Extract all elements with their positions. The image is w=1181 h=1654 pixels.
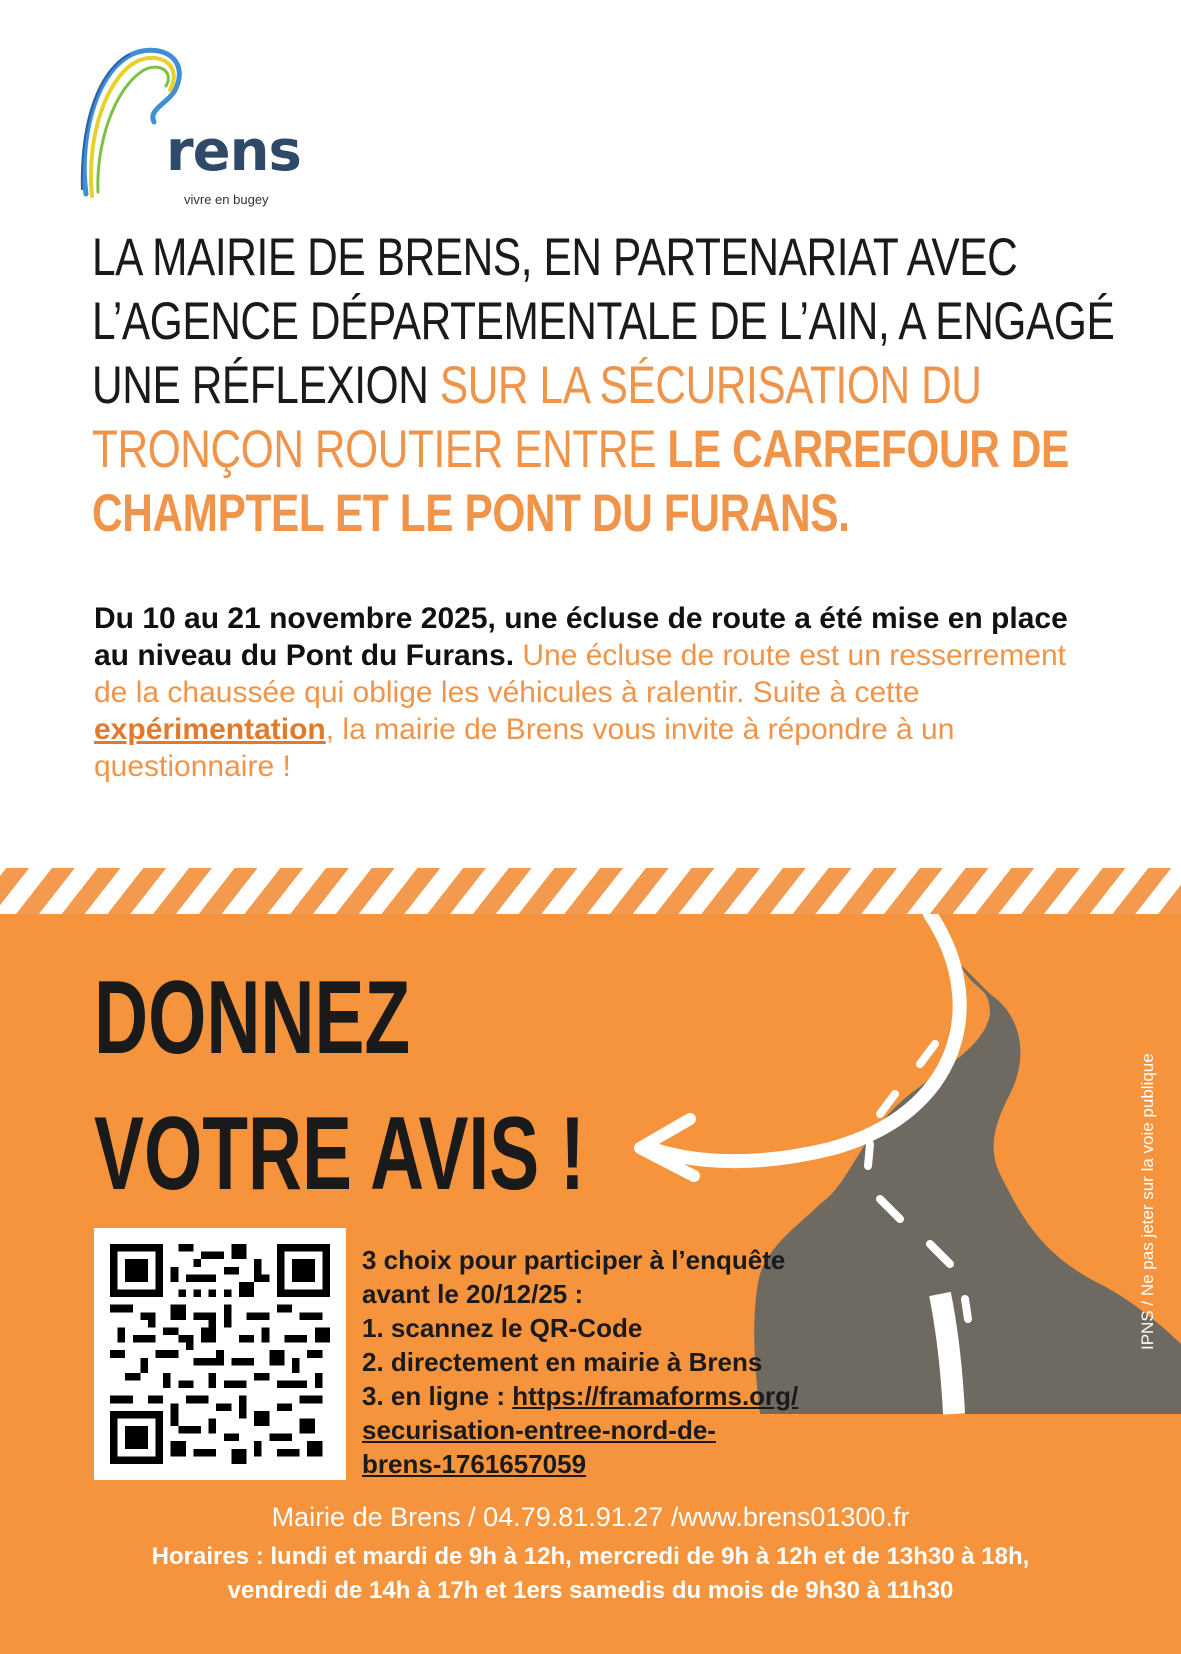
headline-part3: LE CARREFOUR DE CHAMPTEL ET LE PONT DU FURANS. — [92, 420, 1069, 543]
step-2: 2. directement en mairie à Brens — [362, 1347, 763, 1377]
hours-line-2: vendredi de 14h à 17h et 1ers samedis du mois de 9h30 à 11h30 — [227, 1577, 954, 1604]
steps-intro-2: avant le 20/12/25 : — [362, 1279, 584, 1309]
step-3-prefix: 3. en ligne : — [362, 1381, 513, 1411]
experimentation-link[interactable]: expérimentation — [94, 713, 326, 746]
intro-bold: Du 10 au 21 novembre 2025, une écluse de route a été mise en place au niveau du Pont du Furans. — [94, 602, 1068, 672]
survey-link-line1[interactable]: https://framaforms.org/ — [512, 1381, 799, 1411]
intro-text2: , la mairie de Brens vous invite à répondre à un questionnaire ! — [94, 713, 955, 783]
survey-link-line3[interactable]: brens-1761657059 — [362, 1449, 587, 1479]
cta-line1: DONNEZ — [94, 960, 411, 1076]
step-3 — [362, 1379, 922, 1413]
headline — [92, 226, 1148, 546]
side-note: IPNS / Ne pas jeter sur la voie publique — [1138, 1053, 1157, 1350]
survey-link-line2[interactable]: securisation-entree-nord-de- — [362, 1415, 716, 1445]
headline-part2: SUR LA SÉCURISATION DU TRONÇON ROUTIER ENTRE — [92, 356, 982, 479]
cta-line2: VOTRE AVIS ! — [94, 1096, 585, 1212]
logo-wordmark: rens — [166, 119, 301, 184]
contact-line: Mairie de Brens / 04.79.81.91.27 /www.brens01300.fr — [271, 1502, 910, 1532]
participation-steps — [362, 1243, 922, 1481]
intro-paragraph — [94, 600, 1094, 785]
hazard-stripes — [0, 868, 1181, 914]
call-to-action — [94, 950, 800, 1222]
step-1: 1. scannez le QR-Code — [362, 1313, 643, 1343]
brens-logo — [78, 44, 318, 207]
intro-text1: Une écluse de route est un resserrement de la chaussée qui oblige les véhicules à ralentir. Suite à cette — [94, 639, 1066, 709]
qr-code[interactable] — [94, 1228, 346, 1480]
opening-hours — [40, 1540, 1141, 1608]
headline-part1: LA MAIRIE DE BRENS, EN PARTENARIAT AVEC L’AGENCE DÉPARTEMENTALE DE L’AIN, A ENGAGÉ UNE RÉFLEXION — [92, 228, 1115, 415]
steps-intro-1: 3 choix pour participer à l’enquête — [362, 1245, 786, 1275]
logo-tagline: vivre en bugey — [184, 192, 269, 207]
qr-code-icon — [110, 1244, 330, 1464]
hours-line-1: Horaires : lundi et mardi de 9h à 12h, mercredi de 9h à 12h et de 13h30 à 18h, — [151, 1543, 1030, 1570]
